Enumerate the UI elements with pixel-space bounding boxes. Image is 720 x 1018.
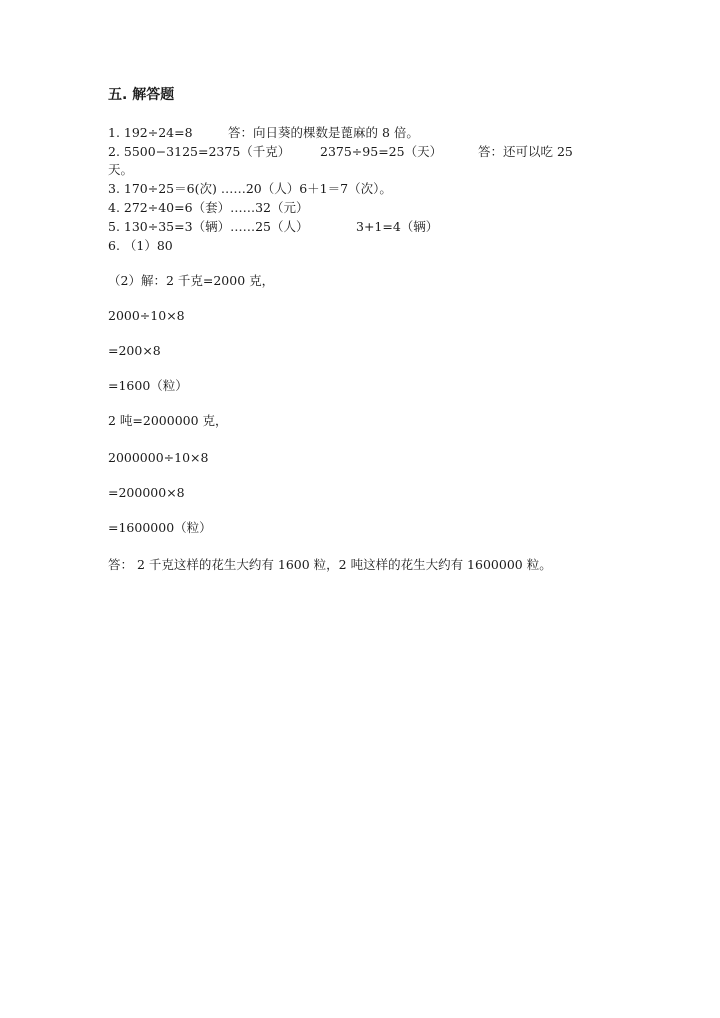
answer-5-line	[108, 218, 528, 235]
answer-6-step-6: =1600000（粒）	[108, 520, 212, 535]
answer-6-step-5: =200000×8	[108, 485, 185, 500]
answer-1-reply: 答：向日葵的棵数是蓖麻的 8 倍。	[228, 125, 419, 140]
answer-1-calc: 1. 192÷24=8	[108, 125, 193, 140]
answer-6-reply: 答： 2 千克这样的花生大约有 1600 粒，2 吨这样的花生大约有 1600000 粒。	[108, 557, 552, 572]
answer-5-calc: 5. 130÷35=3（辆）……25（人）	[108, 219, 309, 234]
answer-2-calc-1: 2. 5500−3125=2375（千克）	[108, 144, 291, 159]
answer-6-step-4: 2000000÷10×8	[108, 450, 209, 465]
answer-5-calc-2: 3+1=4（辆）	[356, 219, 439, 234]
section-title: 五. 解答题	[108, 87, 175, 103]
answer-6-part-1: 6. （1）80	[108, 238, 173, 253]
answer-2-line	[108, 143, 608, 160]
answer-2-reply: 答：还可以吃 25	[478, 144, 573, 159]
answer-3-line: 3. 170÷25＝6(次) ……20（人）6＋1＝7（次）。	[108, 181, 392, 196]
answer-1-line	[108, 124, 628, 141]
answer-6-step-2: =200×8	[108, 343, 161, 358]
answer-6-step-3: =1600（粒）	[108, 378, 188, 393]
answer-4-line: 4. 272÷40=6（套）……32（元）	[108, 200, 309, 215]
answer-6-step-1: 2000÷10×8	[108, 308, 185, 323]
answer-6-ton-intro: 2 吨=2000000 克，	[108, 413, 228, 428]
answer-2-calc-2: 2375÷95=25（天）	[320, 144, 443, 159]
answer-2-reply-continued: 天。	[108, 162, 134, 177]
answer-6-part-2-intro: （2）解：2 千克=2000 克，	[108, 273, 275, 288]
